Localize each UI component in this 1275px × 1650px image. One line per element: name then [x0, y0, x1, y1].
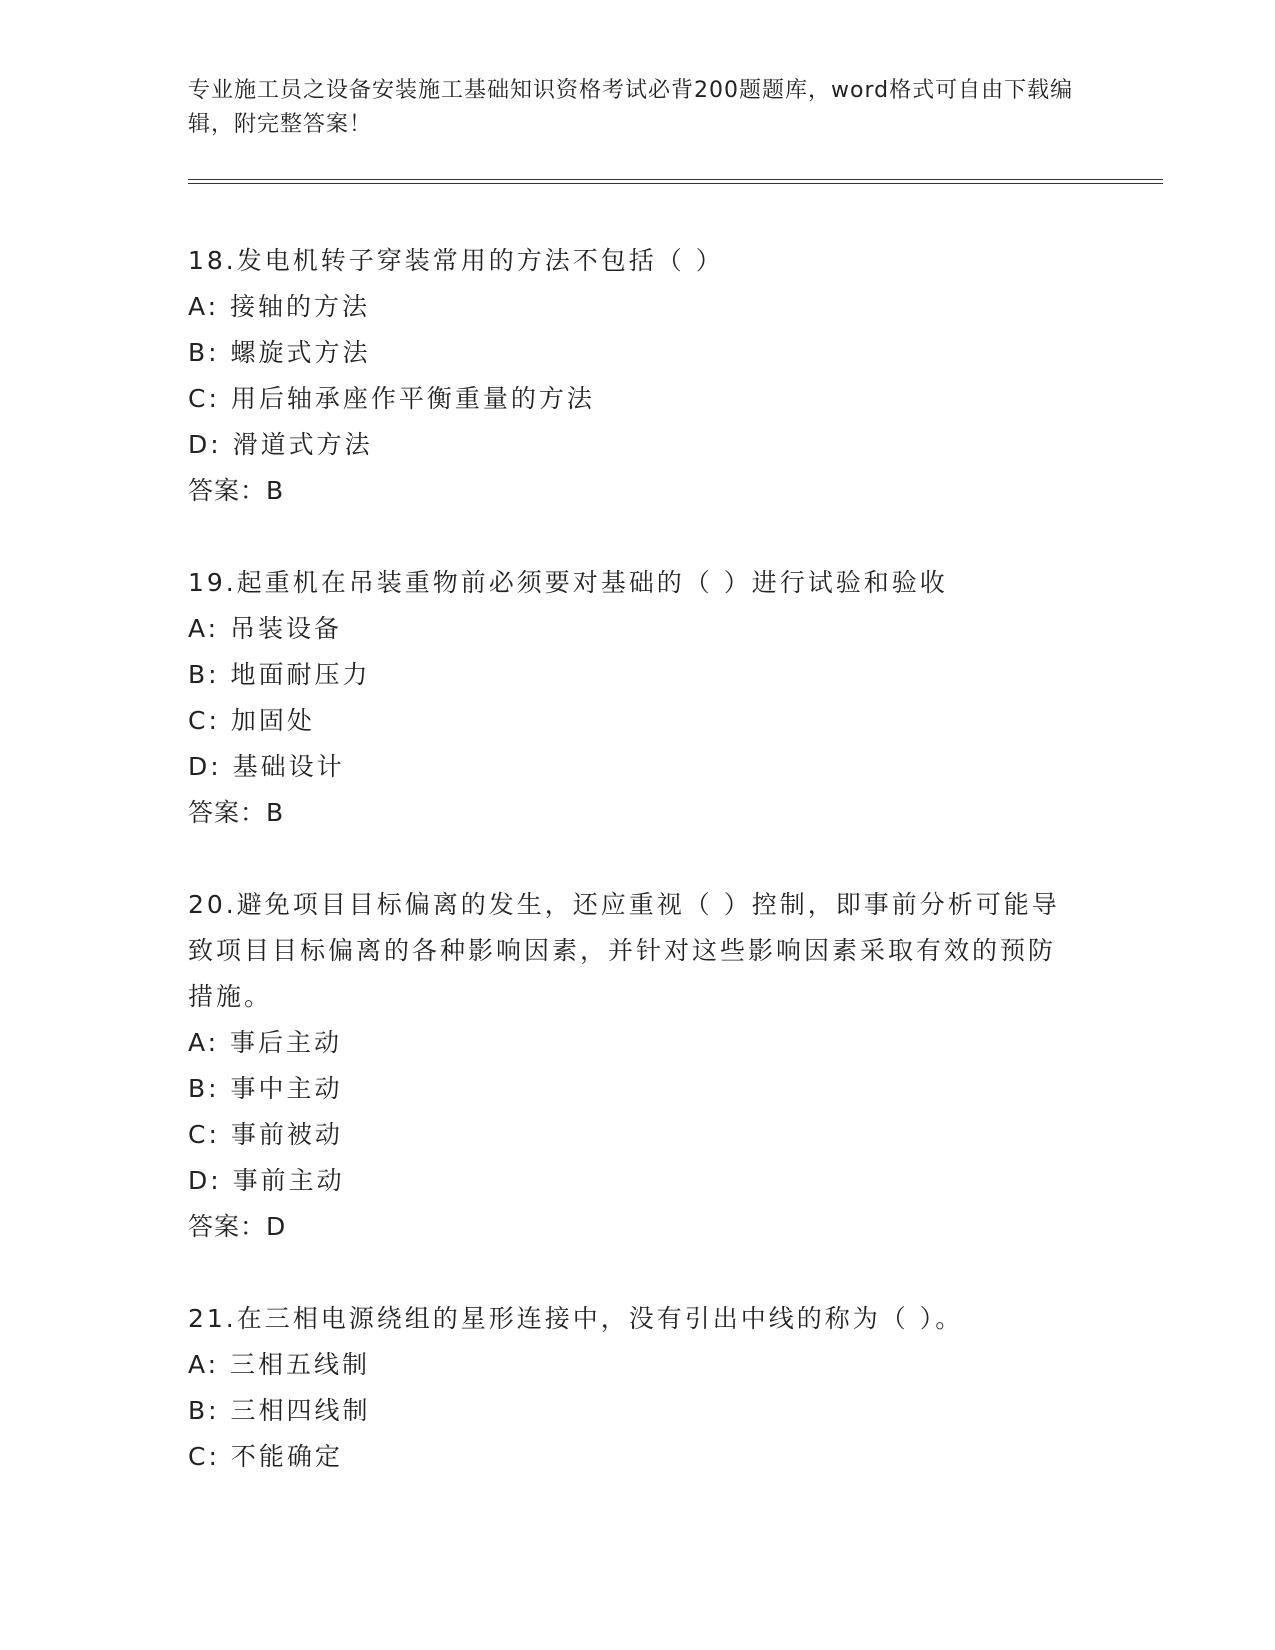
question-19: [188, 560, 1068, 836]
answer-line: 答案：B: [188, 476, 285, 505]
option-a: A: 接轴的方法: [188, 292, 371, 321]
question-18: [188, 238, 1068, 514]
question-21: [188, 1296, 1068, 1480]
option-c: C: 事前被动: [188, 1120, 343, 1149]
header-divider-top: [188, 179, 1163, 180]
question-stem: 18.发电机转子穿装常用的方法不包括（ ）: [188, 246, 724, 275]
option-c: C: 不能确定: [188, 1442, 343, 1471]
option-c: C: 用后轴承座作平衡重量的方法: [188, 384, 595, 413]
option-d: D: 滑道式方法: [188, 430, 373, 459]
option-c: C: 加固处: [188, 706, 315, 735]
header-divider-bottom: [188, 183, 1163, 184]
option-a: A: 吊装设备: [188, 614, 343, 643]
option-b: B: 地面耐压力: [188, 660, 371, 689]
option-b: B: 事中主动: [188, 1074, 343, 1103]
option-d: D: 基础设计: [188, 752, 345, 781]
question-stem: 19.起重机在吊装重物前必须要对基础的（ ）进行试验和验收: [188, 568, 948, 597]
question-stem: 20.避免项目目标偏离的发生，还应重视（ ）控制，即事前分析可能导致项目目标偏离的各种影响因素，并针对这些影响因素采取有效的预防措施。: [188, 890, 1060, 1011]
question-stem: 21.在三相电源绕组的星形连接中，没有引出中线的称为（ ）。: [188, 1304, 964, 1333]
question-20: [188, 882, 1068, 1250]
option-b: B: 螺旋式方法: [188, 338, 371, 367]
document-header: 专业施工员之设备安装施工基础知识资格考试必背200题题库，word格式可自由下载编辑，附完整答案！: [188, 78, 1074, 137]
answer-line: 答案：B: [188, 798, 285, 827]
option-d: D: 事前主动: [188, 1166, 345, 1195]
option-a: A: 事后主动: [188, 1028, 343, 1057]
answer-line: 答案：D: [188, 1212, 287, 1241]
option-a: A: 三相五线制: [188, 1350, 371, 1379]
question-list: [188, 238, 1068, 1526]
option-b: B: 三相四线制: [188, 1396, 371, 1425]
